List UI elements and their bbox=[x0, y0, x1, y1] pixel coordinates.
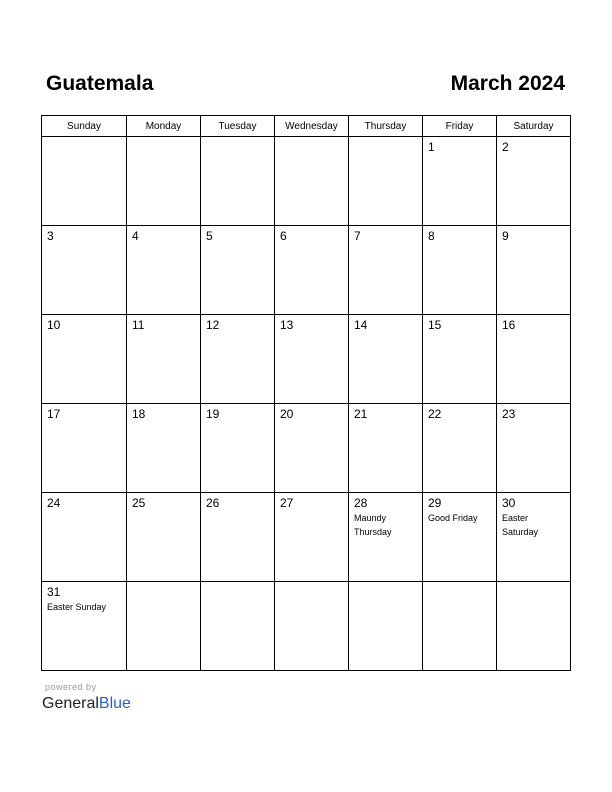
calendar-day-cell bbox=[127, 404, 201, 493]
calendar-day-cell bbox=[42, 226, 127, 315]
day-number: 23 bbox=[502, 407, 516, 421]
day-number: 1 bbox=[428, 140, 435, 154]
day-number: 29 bbox=[428, 496, 442, 510]
day-number: 9 bbox=[502, 229, 509, 243]
generalblue-logo bbox=[42, 694, 131, 714]
day-number: 19 bbox=[206, 407, 220, 421]
calendar-month-title: March 2024 bbox=[450, 72, 565, 95]
calendar-week-row bbox=[42, 404, 571, 493]
weekday-header-saturday: Saturday bbox=[497, 116, 571, 137]
calendar-day-cell bbox=[497, 493, 571, 582]
weekday-header-friday: Friday bbox=[423, 116, 497, 137]
weekday-header-monday: Monday bbox=[127, 116, 201, 137]
calendar-day-cell bbox=[42, 404, 127, 493]
calendar-day-cell bbox=[497, 226, 571, 315]
calendar-day-cell bbox=[127, 582, 201, 671]
day-number: 20 bbox=[280, 407, 294, 421]
day-number: 8 bbox=[428, 229, 435, 243]
holiday-label: Easter Sunday bbox=[47, 602, 107, 612]
calendar-day-cell bbox=[423, 137, 497, 226]
calendar-day-cell bbox=[127, 226, 201, 315]
day-number: 27 bbox=[280, 496, 294, 510]
holiday-label: Easter Saturday bbox=[502, 513, 539, 537]
calendar-day-cell bbox=[497, 404, 571, 493]
day-number: 4 bbox=[132, 229, 139, 243]
calendar-week-row bbox=[42, 315, 571, 404]
day-number: 30 bbox=[502, 496, 516, 510]
month-calendar-grid bbox=[41, 115, 571, 671]
calendar-day-cell bbox=[349, 315, 423, 404]
calendar-day-cell bbox=[423, 493, 497, 582]
calendar-day-cell bbox=[423, 226, 497, 315]
calendar-day-cell bbox=[275, 137, 349, 226]
day-number: 22 bbox=[428, 407, 442, 421]
calendar-day-cell bbox=[275, 315, 349, 404]
calendar-day-cell bbox=[497, 137, 571, 226]
logo-text-blue: Blue bbox=[98, 695, 131, 712]
calendar-week-row bbox=[42, 493, 571, 582]
logo-text-general: General bbox=[42, 695, 99, 712]
weekday-header-row bbox=[42, 116, 571, 137]
calendar-day-cell bbox=[423, 582, 497, 671]
calendar-day-cell bbox=[423, 404, 497, 493]
calendar-day-cell bbox=[42, 137, 127, 226]
day-number: 3 bbox=[47, 229, 54, 243]
calendar-day-cell bbox=[127, 315, 201, 404]
calendar-day-cell bbox=[42, 315, 127, 404]
weekday-header-sunday: Sunday bbox=[42, 116, 127, 137]
day-number: 5 bbox=[206, 229, 213, 243]
day-number: 13 bbox=[280, 318, 294, 332]
calendar-week-row bbox=[42, 582, 571, 671]
holiday-label: Maundy Thursday bbox=[354, 513, 392, 537]
calendar-day-cell bbox=[42, 493, 127, 582]
calendar-day-cell bbox=[349, 137, 423, 226]
calendar-day-cell bbox=[201, 582, 275, 671]
calendar-day-cell bbox=[201, 493, 275, 582]
calendar-day-cell bbox=[275, 493, 349, 582]
weekday-header-tuesday: Tuesday bbox=[201, 116, 275, 137]
calendar-day-cell bbox=[127, 137, 201, 226]
calendar-week-row bbox=[42, 137, 571, 226]
day-number: 12 bbox=[206, 318, 220, 332]
day-number: 16 bbox=[502, 318, 516, 332]
calendar-day-cell bbox=[349, 493, 423, 582]
day-number: 10 bbox=[47, 318, 61, 332]
calendar-country: Guatemala bbox=[46, 72, 154, 95]
calendar-day-cell bbox=[423, 315, 497, 404]
calendar-day-cell bbox=[201, 137, 275, 226]
calendar-day-cell bbox=[127, 493, 201, 582]
day-number: 17 bbox=[47, 407, 61, 421]
calendar-day-cell bbox=[275, 226, 349, 315]
calendar-day-cell bbox=[349, 404, 423, 493]
holiday-label: Good Friday bbox=[428, 513, 478, 523]
day-number: 18 bbox=[132, 407, 146, 421]
calendar-day-cell bbox=[201, 226, 275, 315]
day-number: 25 bbox=[132, 496, 146, 510]
day-number: 7 bbox=[354, 229, 361, 243]
day-number: 6 bbox=[280, 229, 287, 243]
calendar-day-cell bbox=[275, 404, 349, 493]
day-number: 26 bbox=[206, 496, 220, 510]
calendar-day-cell bbox=[201, 404, 275, 493]
day-number: 14 bbox=[354, 318, 368, 332]
calendar-day-cell bbox=[497, 315, 571, 404]
calendar-day-cell bbox=[497, 582, 571, 671]
calendar-day-cell bbox=[275, 582, 349, 671]
day-number: 11 bbox=[132, 318, 145, 332]
day-number: 24 bbox=[47, 496, 61, 510]
day-number: 15 bbox=[428, 318, 442, 332]
day-number: 2 bbox=[502, 140, 509, 154]
day-number: 31 bbox=[47, 585, 61, 599]
calendar-day-cell bbox=[349, 582, 423, 671]
calendar-day-cell bbox=[201, 315, 275, 404]
weekday-header-thursday: Thursday bbox=[349, 116, 423, 137]
powered-by-label: powered by bbox=[45, 682, 97, 692]
weekday-header-wednesday: Wednesday bbox=[275, 116, 349, 137]
calendar-day-cell bbox=[349, 226, 423, 315]
day-number: 21 bbox=[354, 407, 368, 421]
day-number: 28 bbox=[354, 496, 368, 510]
calendar-week-row bbox=[42, 226, 571, 315]
calendar-day-cell bbox=[42, 582, 127, 671]
